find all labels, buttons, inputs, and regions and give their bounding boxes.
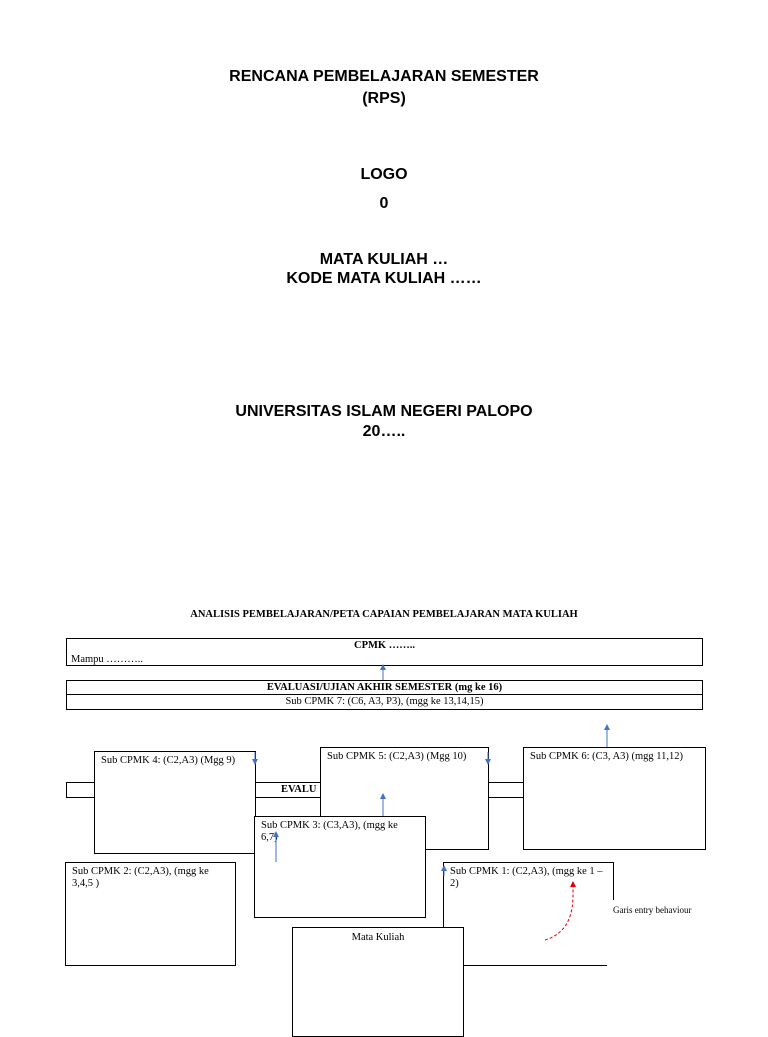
cpmk-title: CPMK …….. [354,640,415,651]
sub-cpmk-6-label: Sub CPMK 6: (C3, A3) (mgg 11,12) [530,751,684,762]
midterm-eval-label: EVALU [281,784,317,795]
university-name: UNIVERSITAS ISLAM NEGERI PALOPO [235,403,533,420]
course-name: MATA KULIAH … [319,251,449,268]
final-exam-title: EVALUASI/UJIAN AKHIR SEMESTER (mg ke 16) [266,682,503,693]
sub-cpmk-5-label: Sub CPMK 5: (C2,A3) (Mgg 10) [327,751,467,762]
entry-behaviour-arrow [545,884,573,940]
course-code: KODE MATA KULIAH …… [286,270,482,287]
sub-cpmk-7-label: Sub CPMK 7: (C6, A3, P3), (mgg ke 13,14,15) [285,696,484,707]
sub-cpmk-4-label: Sub CPMK 4: (C2,A3) (Mgg 9) [101,755,236,766]
course-box-label: Mata Kuliah [351,932,405,943]
sub-cpmk-2-label: Sub CPMK 2: (C2,A3), (mgg ke 3,4,5 ) [72,866,209,889]
sub-cpmk-3-label: Sub CPMK 3: (C3,A3), (mgg ke 6,7) [261,820,398,843]
rps-title: RENCANA PEMBELAJARAN SEMESTER [229,68,539,85]
logo-number: 0 [379,195,389,212]
cpmk-description: Mampu ……….. [71,654,144,665]
analysis-heading: ANALISIS PEMBELAJARAN/PETA CAPAIAN PEMBELAJARAN MATA KULIAH [190,609,578,620]
sub-cpmk-1-label: Sub CPMK 1: (C2,A3), (mgg ke 1 – 2) [450,866,603,889]
year: 20….. [362,423,406,440]
logo-placeholder: LOGO [360,166,408,183]
entry-behaviour-label: Garis entry behaviour [613,905,692,915]
rps-subtitle: (RPS) [362,90,406,107]
